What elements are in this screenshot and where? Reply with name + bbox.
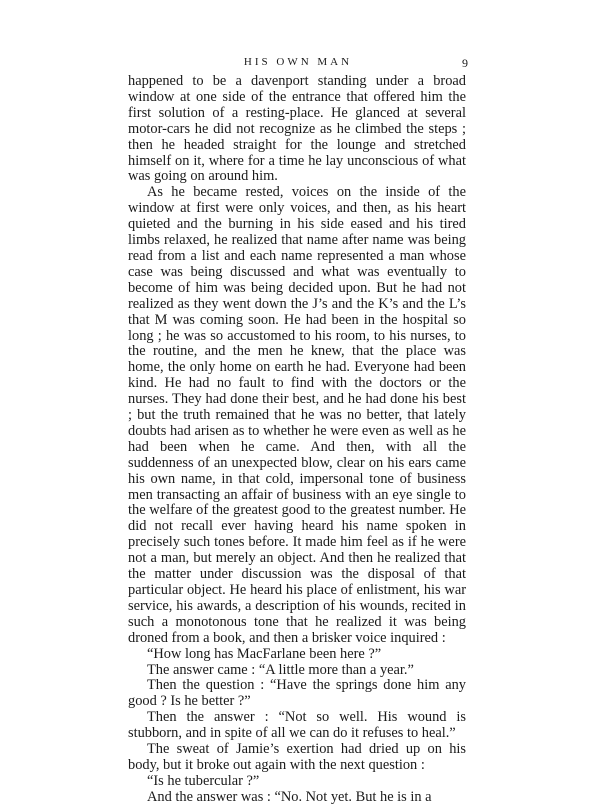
paragraph: Then the answer : “Not so well. His wound is stubborn, and in spite of all we can do it refuses to heal.”	[128, 709, 466, 742]
body-text	[128, 74, 466, 806]
paragraph: And the answer was : “No. Not yet. But he is in a	[147, 788, 432, 805]
paragraph: happened to be a davenport standing under a broad window at one side of the entrance that offered him the first solution of a resting-place. He glanced at several motor-cars he did not recognize as he climbed the steps ; then he headed straight for the lounge and stretched himself on it, where for a time he lay unconscious of what was going on around him.	[128, 73, 466, 185]
paragraph: Then the question : “Have the springs done him any good ? Is he better ?”	[128, 677, 466, 710]
paragraph: “How long has MacFarlane been here ?”	[147, 645, 382, 662]
paragraph: The sweat of Jamie’s exertion had dried up on his body, but it broke out again with the next question :	[128, 741, 466, 773]
running-head: HIS OWN MAN	[243, 56, 353, 68]
paragraph: “Is he tubercular ?”	[147, 772, 260, 789]
page-number: 9	[462, 56, 468, 70]
paragraph: As he became rested, voices on the inside of the window at first were only voices, and then, as his heart quieted and the burning in his side eased and his tired limbs relaxed, he realized that name after name was being read from a list and each name represented a man whose case was being discussed and what was eventually to become of him was being decided upon. But he had not realized as they went down the J’s and the K’s and the L’s that M was coming soon. He had been in the hospital so long ; he was so accustomed to his room, to his nurses, to the routine, and the men he knew, that the place was home, the only home on earth he had. Everyone had been kind. He had no fault to find with the doctors or the nurses. They had done their best, and he had done his best ; but the truth remained that he was no better, that lately doubts had arisen as to whether he were even as well as he had been when he came. And then, with all the suddenness of an unexpected blow, clear on his ears came his own name, in that cold, impersonal tone of business men transacting an affair of business with an eye single to the welfare of the greatest good to the greatest number. He did not recall ever having heard his name spoken in precisely such tones before. It made him feel as if he were not a man, but merely an object. And then he realized that the matter under discussion was the disposal of that particular object. He heard his place of enlistment, his war service, his awards, a description of his wounds, recited in such a monotonous tone that he realized it was being droned from a book, and then a brisker voice inquired :	[128, 184, 466, 646]
paragraph: The answer came : “A little more than a year.”	[147, 661, 414, 678]
